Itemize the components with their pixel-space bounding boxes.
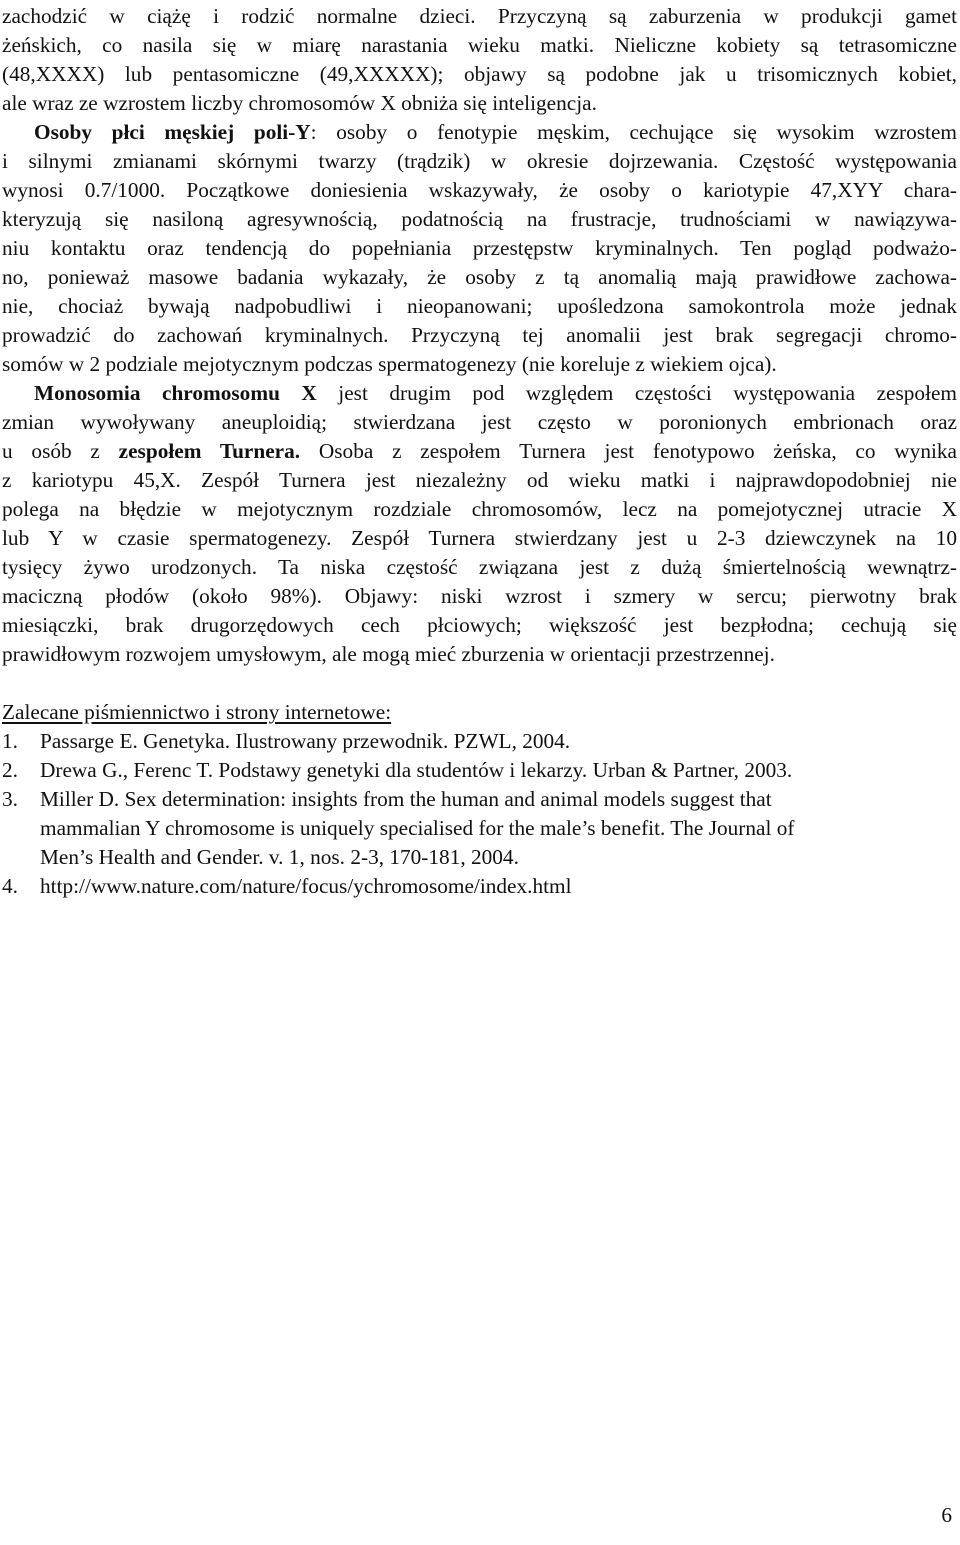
paragraph-line — [2, 437, 957, 466]
paragraph-line: nie, chociaż bywają nadpobudliwi i nieopanowani; upośledzona samokontrola może jednak — [2, 294, 957, 318]
paragraph-line: miesiączki, brak drugorzędowych cech płciowych; większość jest bezpłodna; cechują się — [2, 613, 957, 637]
page-number: 6 — [941, 1503, 952, 1527]
paragraph-text: jest drugim pod względem częstości występowania zespołem — [316, 381, 958, 405]
reference-line: Men’s Health and Gender. v. 1, nos. 2-3, 170-181, 2004. — [40, 845, 519, 869]
reference-number: 4. — [2, 874, 18, 898]
term-poli-y: Osoby płci męskiej poli-Y — [34, 120, 311, 144]
paragraph-line: zachodzić w ciążę i rodzić normalne dzieci. Przyczyną są zaburzenia w produkcji gamet — [2, 4, 957, 28]
paragraph-line: z kariotypu 45,X. Zespół Turnera jest niezależny od wieku matki i najprawdopodobniej nie — [2, 468, 957, 492]
term-turner: zespołem Turnera. — [118, 439, 301, 463]
reference-line: Passarge E. Genetyka. Ilustrowany przewodnik. PZWL, 2004. — [40, 729, 571, 753]
paragraph-line: żeńskich, co nasila się w miarę narastania wieku matki. Nieliczne kobiety są tetrasomiczne — [2, 33, 957, 57]
paragraph-line: (48,XXXX) lub pentasomiczne (49,XXXXX); objawy są podobne jak u trisomicznych kobiet, — [2, 62, 957, 86]
paragraph-line: i silnymi zmianami skórnymi twarzy (trądzik) w okresie dojrzewania. Częstość występowania — [2, 149, 957, 173]
paragraph-text: : osoby o fenotypie męskim, cechujące się wysokim wzrostem — [310, 120, 957, 144]
reference-body — [40, 872, 940, 901]
paragraph-line: no, ponieważ masowe badania wykazały, że osoby z tą anomalią mają prawidłowe zachowa- — [2, 265, 957, 289]
paragraph-text: Osoba z zespołem Turnera jest fenotypowo żeńska, co wynika — [300, 439, 957, 463]
paragraph-line: polega na błędzie w mejotycznym rozdziale chromosomów, lecz na pomejotycznej utracie X — [2, 497, 957, 521]
paragraph-line: kteryzują się nasiloną agresywnością, podatnością na frustracje, trudnościami w nawiązywa- — [2, 207, 957, 231]
paragraph-line: somów w 2 podziale mejotycznym podczas spermatogenezy (nie koreluje z wiekiem ojca). — [2, 352, 777, 376]
reference-number: 1. — [2, 729, 18, 753]
paragraph-line — [34, 379, 957, 408]
reference-body — [40, 727, 940, 756]
reference-body — [40, 756, 940, 785]
paragraph-line — [34, 118, 957, 147]
paragraph-line: prowadzić do zachowań kryminalnych. Przyczyną tej anomalii jest brak segregacji chromo- — [2, 323, 957, 347]
reference-number: 2. — [2, 758, 18, 782]
references-heading: Zalecane piśmiennictwo i strony internetowe: — [2, 700, 392, 724]
paragraph-text: u osób z — [2, 439, 119, 463]
paragraph-line: wynosi 0.7/1000. Początkowe doniesienia wskazywały, że osoby o kariotypie 47,XYY chara- — [2, 178, 957, 202]
reference-line: Miller D. Sex determination: insights from the human and animal models suggest that — [40, 787, 772, 811]
reference-body — [40, 785, 940, 872]
paragraph-line: prawidłowym rozwojem umysłowym, ale mogą mieć zburzenia w orientacji przestrzennej. — [2, 642, 775, 666]
paragraph-line: tysięcy żywo urodzonych. Ta niska częstość związana jest z dużą śmiertelnością wewnątrz- — [2, 555, 957, 579]
paragraph-line: niu kontaktu oraz tendencją do popełniania przestępstw kryminalnych. Ten pogląd podważo- — [2, 236, 957, 260]
reference-number: 3. — [2, 787, 18, 811]
term-monosomia: Monosomia chromosomu X — [34, 381, 317, 405]
paragraph-line: maciczną płodów (około 98%). Objawy: niski wzrost i szmery w sercu; pierwotny brak — [2, 584, 957, 608]
reference-line: mammalian Y chromosome is uniquely specialised for the male’s benefit. The Journal of — [40, 816, 795, 840]
reference-link[interactable]: http://www.nature.com/nature/focus/ychromosome/index.html — [40, 874, 572, 898]
reference-line: Drewa G., Ferenc T. Podstawy genetyki dla studentów i lekarzy. Urban & Partner, 2003. — [40, 758, 793, 782]
paragraph-line: zmian wywoływany aneuploidią; stwierdzana jest często w poronionych embrionach oraz — [2, 410, 957, 434]
paragraph-line: lub Y w czasie spermatogenezy. Zespół Turnera stwierdzany jest u 2-3 dziewczynek na 10 — [2, 526, 957, 550]
paragraph-line: ale wraz ze wzrostem liczby chromosomów X obniża się inteligencja. — [2, 91, 597, 115]
